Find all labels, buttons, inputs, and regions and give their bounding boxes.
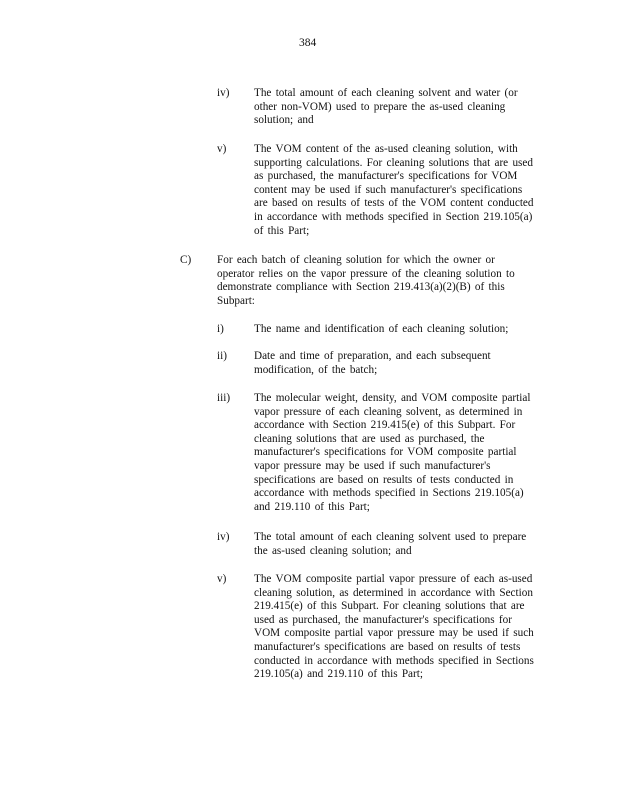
item-text: The total amount of each cleaning solvent used to prepare the as-used cleaning solution; and — [254, 531, 527, 557]
item-number: v) — [217, 143, 227, 155]
item-number: iv) — [217, 531, 230, 543]
item-number: ii) — [217, 350, 227, 362]
item-number: iv) — [217, 87, 230, 99]
section-number: C) — [180, 254, 192, 266]
item-text: The name and identification of each cleaning solution; — [254, 323, 509, 335]
item-text: The molecular weight, density, and VOM composite partial vapor pressure of each cleaning solvent, as determined in accordance with Section 219.415(e) of this Subpart. For cleaning solutions that are used as purchased, the manufacturer's specifications for VOM composite partial vapor pressure may be used if such manufacturer's specifications are based on results of tests conducted in accordance with methods specified in Sections 219.105(a) and 219.110 of this Part; — [254, 392, 531, 513]
item-text: The VOM content of the as-used cleaning solution, with supporting calculations. For cleaning solutions that are used as purchased, the manufacturer's specifications for VOM content may be used if such manufacturer's specifications are based on results of tests of the VOM content conducted in accordance with methods specified in Section 219.105(a) of this Part; — [254, 143, 534, 237]
item-number: iii) — [217, 392, 231, 404]
item-text: Date and time of preparation, and each subsequent modification, of the batch; — [254, 350, 491, 376]
item-number: i) — [217, 323, 224, 335]
item-number: v) — [217, 573, 227, 585]
item-text: The VOM composite partial vapor pressure of each as-used cleaning solution, as determined in accordance with Section 219.415(e) of this Subpart. For cleaning solutions that are used as purchased, the manufacturer's specifications for VOM composite partial vapor pressure may be used if such manufacturer's specifications are based on results of tests conducted in accordance with methods specified in Sections 219.105(a) and 219.110 of this Part; — [254, 573, 534, 681]
item-text: The total amount of each cleaning solvent and water (or other non-VOM) used to prepare the as-used cleaning solution; and — [254, 87, 518, 127]
page-number: 384 — [299, 37, 317, 49]
section-text: For each batch of cleaning solution for which the owner or operator relies on the vapor pressure of the cleaning solution to demonstrate compliance with Section 219.413(a)(2)(B) of this Subpart: — [217, 254, 515, 307]
